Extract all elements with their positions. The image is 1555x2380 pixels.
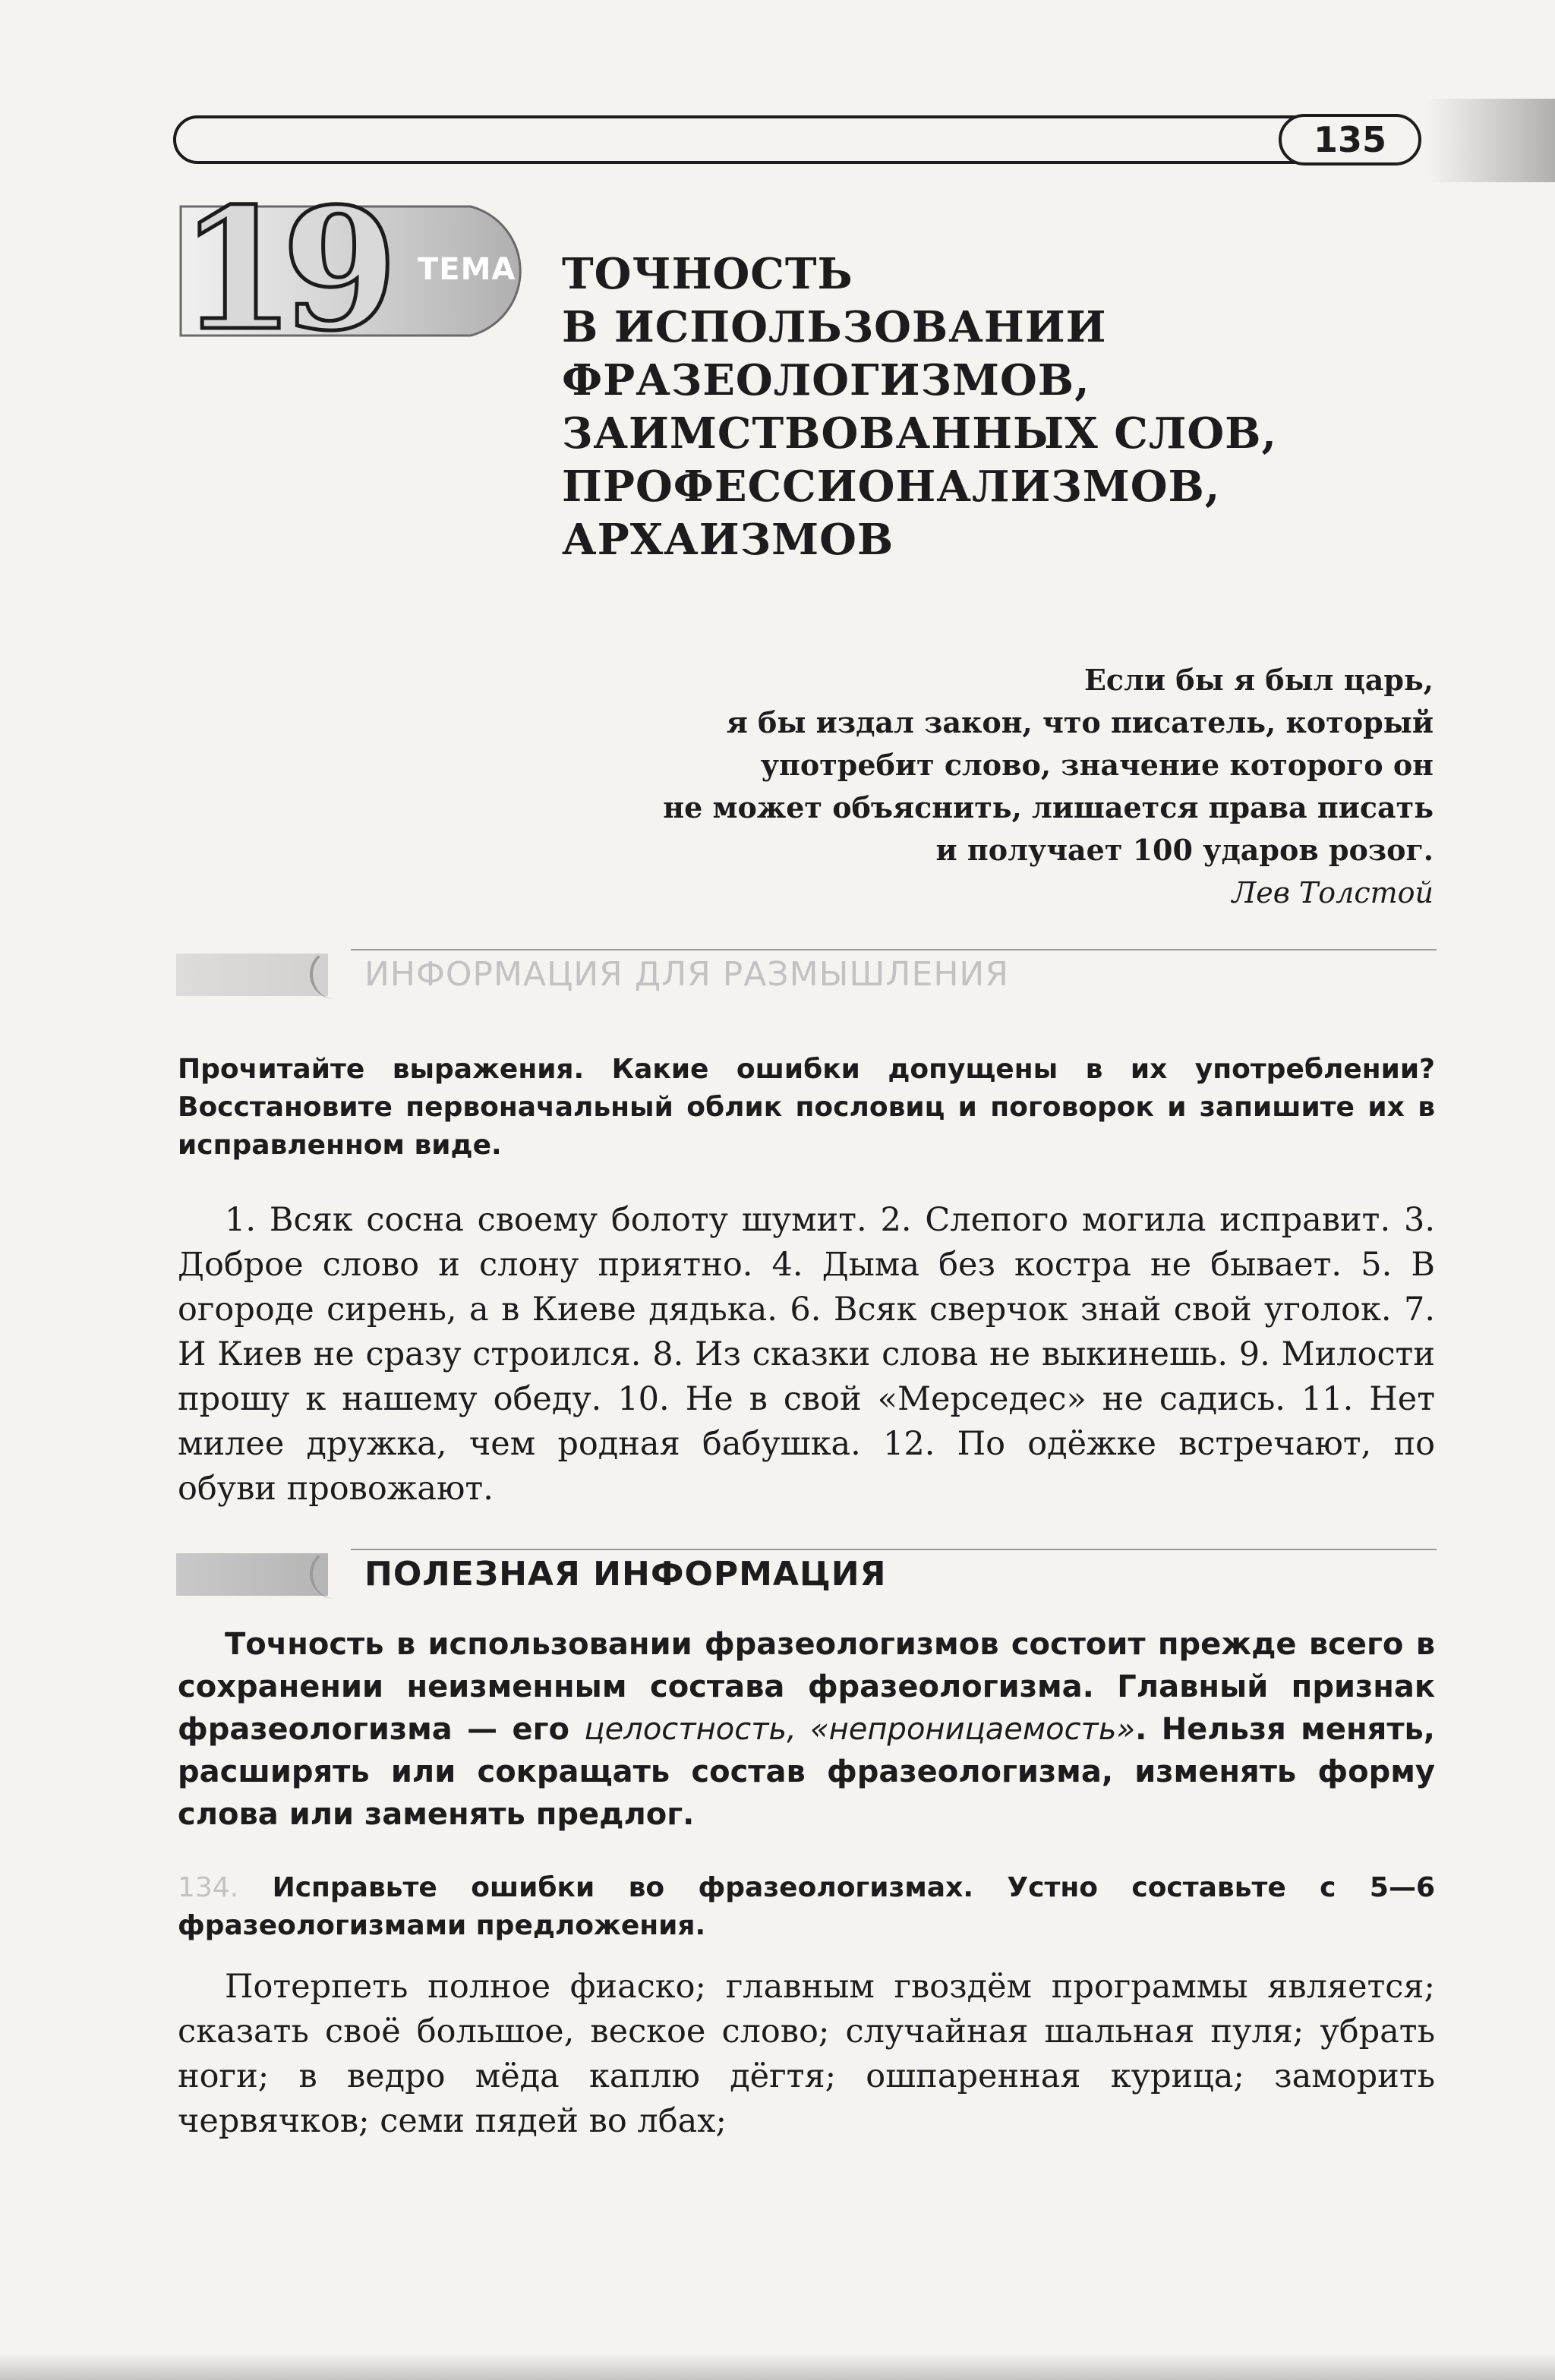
epigraph-line: и получает 100 ударов розог. [935, 833, 1434, 867]
info-text-part: . Нельзя менять, расширять или сокращать состав фразеологизма, изменять форму слова или заменять предлог. [178, 1712, 1435, 1832]
title-line: ПРОФЕССИОНАЛИЗМОВ, [562, 462, 1221, 512]
topic-title [562, 247, 1458, 566]
exercise-task: Исправьте ошибки во фразеологизмах. Устно составьте с 5—6 фразеологизмами предложения. [178, 1872, 1435, 1941]
scan-edge-shadow [1427, 99, 1555, 182]
epigraph-line: Если бы я был царь, [1083, 663, 1434, 697]
page-number: 135 [1279, 114, 1421, 165]
title-line: В ИСПОЛЬЗОВАНИИ [562, 302, 1107, 352]
exercise-instruction [178, 1869, 1435, 1945]
section-tab-shape [176, 954, 328, 996]
epigraph-line: употребит слово, значение которого он [760, 748, 1434, 782]
title-line: ТОЧНОСТЬ [562, 249, 853, 299]
topic-label: ТЕМА [418, 252, 516, 287]
header-rule [173, 115, 1388, 164]
info-text-italic: целостность, «непроницаемость» [584, 1712, 1136, 1747]
section-header-useful [176, 1549, 1437, 1599]
section-tab-curve [310, 949, 355, 999]
task-instruction: Прочитайте выражения. Какие ошибки допущены в их употреблении? Восстановите первоначальный облик пословиц и поговорок и запишите их в исправленном виде. [178, 1054, 1435, 1161]
scan-bottom-shadow [0, 2353, 1555, 2380]
exercise-text: Потерпеть полное фиаско; главным гвоздём программы является; сказать своё большое, веское слово; случайная шальная пуля; убрать ноги; в ведро мёда каплю дёгтя; ошпаренная курица; заморить червячков; семи пядей во лбах; [178, 1968, 1435, 2140]
section-rule [351, 949, 1437, 950]
section-header-reflection [176, 949, 1437, 999]
topic-number: 19 [179, 171, 385, 367]
exercise-number: 134. [178, 1872, 239, 1903]
epigraph-line: не может объяснить, лишается права писать [663, 790, 1434, 824]
epigraph-line: я бы издал закон, что писатель, который [726, 705, 1434, 739]
section-heading: ИНФОРМАЦИЯ ДЛЯ РАЗМЫШЛЕНИЯ [364, 955, 1009, 994]
useful-info-text [178, 1623, 1435, 1836]
section-rule [351, 1549, 1437, 1550]
section-tab-curve [310, 1549, 355, 1599]
epigraph [501, 659, 1434, 914]
epigraph-author: Лев Толстой [1232, 876, 1434, 909]
title-line: АРХАИЗМОВ [562, 515, 894, 565]
section-tab-shape [176, 1553, 328, 1596]
section-heading: ПОЛЕЗНАЯ ИНФОРМАЦИЯ [364, 1555, 887, 1593]
title-line: ФРАЗЕОЛОГИЗМОВ, [562, 355, 1090, 405]
title-line: ЗАИМСТВОВАННЫХ СЛОВ, [562, 408, 1277, 459]
proverbs-text: 1. Всяк сосна своему болоту шумит. 2. Слепого могила исправит. 3. Доброе слово и слону приятно. 4. Дыма без костра не бывает. 5. В огороде сирень, а в Киеве дядька. 6. Всяк сверчок знай свой уголок. 7. И Киев не сразу строился. 8. Из сказки слова не выкинешь. 9. Милости прошу к нашему обеду. 10. Не в свой «Мерседес» не садись. 11. Нет милее дружка, чем родная бабушка. 12. По одёжке встречают, по обуви провожают. [178, 1201, 1435, 1508]
info-text-part: Точность в использовании фразеологизмов состоит прежде всего в сохранении неизменным состава фразеологизма. Главный признак фразеологизма — его [178, 1627, 1435, 1747]
